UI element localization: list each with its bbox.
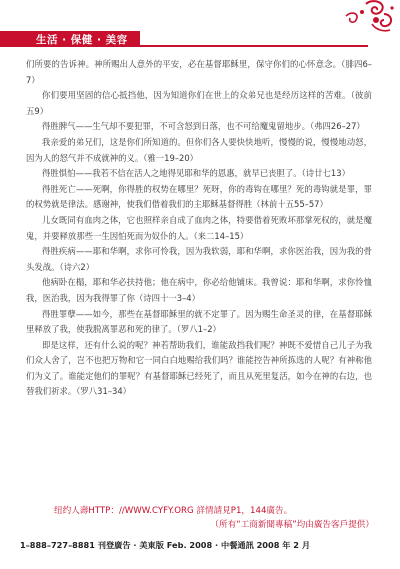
ad-disclaimer: （所有“工商新聞專稿”均由廣告客戶提供） xyxy=(210,520,374,530)
article-paragraph: 得胜惧怕——我若不信在活人之地得见耶和华的恩惠，就早已丧胆了。（诗廿七13） xyxy=(42,168,350,179)
article-paragraph: 他病卧在榻，耶和华必扶持他；他在病中，你必给他铺床。我曾说：耶和华啊，求你怜恤我，医治我，因为我得罪了你（诗四十一3–4） xyxy=(26,277,372,303)
ad-link-line[interactable]: 纽约人壽HTTP：//WWW.CYFY.ORG 詳情請見P1，144廣告。 xyxy=(54,506,293,516)
ad-notice xyxy=(54,504,384,532)
page-footer: 1–888–727–8881 刊登廣告 · 美東版 Feb. 2008 · 中餐通訊 2008 年 2 月 xyxy=(20,540,311,550)
article-body xyxy=(26,57,372,400)
decorative-flourish-icon xyxy=(306,0,396,40)
article-paragraph: 得胜疾病——耶和华啊，求你可怜我，因为我软弱，耶和华啊，求你医治我，因为我的骨头发战。（诗六2） xyxy=(26,246,372,272)
article-paragraph: 儿女既同有血肉之体，它也照样亲自成了血肉之体，特要借着死败坏那掌死权的，就是魔鬼，并要释放那些一生因怕死而为奴仆的人。（来二14–15） xyxy=(26,214,372,241)
section-title: 生活 · 保健 · 美容 xyxy=(36,34,128,46)
article-paragraph: 得胜脾气——生气却不要犯罪，不可含怒到日落，也不可给魔鬼留地步。（弗四26–27） xyxy=(42,121,365,132)
article-paragraph: 你们要用坚固的信心抵挡他，因为知道你们在世上的众弟兄也是经历这样的苦难。（彼前五9） xyxy=(26,90,372,116)
article-paragraph: 即是这样，还有什么说的呢？神若帮助我们，谁能敌挡我们呢？神既不爱惜自己儿子为我们众人舍了，岂不也把万物和它一同白白地赐给我们吗？谁能控告神所拣选的人呢？有神称他们为义了。谁能定他们的罪呢？有基督耶稣已经死了，而且从死里复活，如今在神的右边，也替我们祈求。（罗八31–34） xyxy=(26,339,372,397)
article-paragraph: 们所要的告诉神。神所赐出人意外的平安，必在基督耶稣里，保守你们的心怀意念。（腓四6–7） xyxy=(26,59,372,85)
article-paragraph: 得胜罪孽——如今，那些在基督耶稣里的就不定罪了。因为赐生命圣灵的律，在基督耶稣里释放了我，使我脱离罪恶和死的律了。（罗八1–2） xyxy=(26,308,372,335)
section-divider-line xyxy=(140,45,368,47)
article-paragraph: 我亲爱的弟兄们，这是你们所知道的。但你们各人要快快地听，慢慢的说，慢慢地动怒，因为人的怒气并不成就神的义。（雅一19–20） xyxy=(26,136,372,163)
article-paragraph: 得胜死亡——死啊，你得胜的权势在哪里？死呀，你的毒钩在哪里？死的毒钩就是罪，罪的权势就是律法。感谢神，使我们借着我们的主耶稣基督得胜（林前十五55–57） xyxy=(26,183,372,210)
